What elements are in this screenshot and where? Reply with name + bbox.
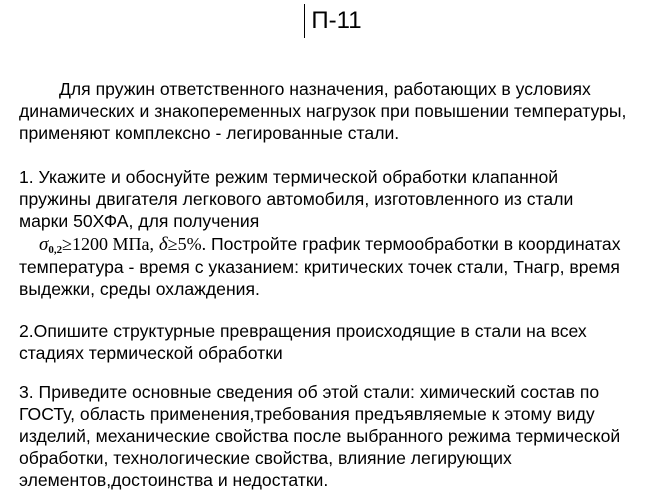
task3-line-2: ГОСТу, область применения,требования предъявляемые к этому виду [19, 404, 595, 424]
intro-line-3: применяют комплексно - легированные стали. [19, 123, 400, 143]
task3-line-3: изделий, механические свойства после выбранного режима термической [19, 426, 621, 446]
task3-line-5: элементов,достоинства и недостатки. [19, 470, 329, 490]
task1-line-1: 1. Укажите и обоснуйте режим термической обработки клапанной [19, 167, 559, 187]
intro-line-1: Для пружин ответственного назначения, работающих в условиях [59, 79, 591, 99]
task1-line-2: пружины двигателя легкового автомобиля, изготовленного из стали [19, 189, 574, 209]
delta-value: ≥5%. [167, 234, 207, 254]
page-title: П-11 [304, 4, 361, 38]
task1-after-formula: Постройте график термообработки в координатах [206, 234, 621, 254]
sigma-value: ≥1200 МПа, [62, 234, 154, 254]
sigma-subscript: 0,2 [48, 244, 63, 256]
delta-symbol: δ [158, 234, 168, 255]
task2-line-2: стадиях термической обработки [19, 343, 283, 363]
sigma-symbol: σ [39, 234, 49, 255]
task3-line-4: обработки, технологические свойства, влияние легирующих [19, 448, 512, 468]
title-block [0, 4, 666, 38]
task3-line-1: 3. Приведите основные сведения об этой стали: химический состав по [19, 382, 600, 402]
task1-continuation-2: выдежки, среды охлаждения. [19, 279, 260, 299]
intro-line-2: динамических и знакопеременных нагрузок при повышении температуры, [19, 101, 627, 121]
task1-line-3: марки 50ХФА, для получения [19, 211, 260, 231]
task2-line-1: 2.Опишите структурные превращения происходящие в стали на всех [19, 321, 587, 341]
task1-continuation-1: температура - время с указанием: критических точек стали, Тнагр, время [19, 257, 620, 277]
